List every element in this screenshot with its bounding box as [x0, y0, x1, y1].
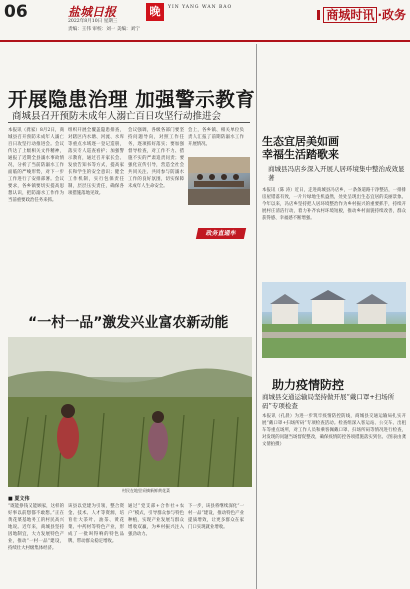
date-line: 2022年8月10日 星期三 [68, 19, 118, 24]
feature-col4: 下一步，该县将继续深化“一村一品”建设，推动特色产业提质增效，让更多群众在家门口实现就业增收。 [188, 504, 244, 530]
main-subheadline: 商城县召开预防未成年人溺亡百日攻坚行动推进会 [12, 111, 222, 122]
village-photo [262, 282, 406, 358]
newspaper-brand: 盐城日报 [68, 5, 117, 19]
page-number: 06 [4, 2, 28, 22]
right-headline-2: 助力疫情防控 [272, 378, 345, 392]
meeting-photo [188, 157, 250, 205]
right-subheadline-2: 商城县交通运输局坚持做开展“戴口罩+扫场所码”专项检查 [262, 393, 395, 410]
feature-col3: 通过“党支部+合作社+农户”模式，引导群众参与特色种植，实现产业发展与群众增收双赢，为乡村振兴注入强劲动力。 [128, 504, 184, 537]
main-article-col3: 会议强调，各级各部门要坚持问题导向，对照工作任务，逐项抓好落实；要加强督导检查，对工作不力、措施不实的严肃追责问责；要强化宣传引导，营造全社会共同关注、共同参与防溺水工作的良好氛围，切实保障未成年人生命安全。 [128, 128, 184, 189]
section-main: 商城时讯 [323, 7, 377, 23]
photo-caption: 村民在地里采摘新鲜黄花菜 [122, 488, 170, 493]
news-tag: 政务直通车 [196, 228, 246, 239]
main-headline: 开展隐患治理 加强警示教育 [8, 88, 256, 111]
masthead [0, 0, 410, 42]
farm-photo [8, 337, 252, 487]
feature-col1: “既能挣钱又能顾家，这样的好事以前想都不敢想。”正在黄花菜基地务工的村民高兴地说。近年来，商城县坚持因地制宜，大力发展特色产业，推动“一村一品”建设，持续壮大村级集体经济。 [8, 504, 64, 551]
feature-author: ■ 夏文伟 [8, 496, 30, 502]
editor-line: 责编：王伟 审校：刘一 美编：刘宁 [68, 27, 140, 32]
section-sub: ·政务 [377, 8, 406, 22]
main-article-col1: 本报讯（龚家）8月2日，商城县召开预防未成年人溺亡百日攻坚行动推进会。会议传达了上级相关文件精神，通报了近期全县溺水事故情况，分析了当前防溺水工作面临的严峻形势，对下一步工作进行了安排部署。会议要求，各乡镇要切实提高思想认识，把防溺水工作作为当前重要政治任务来抓。 [8, 128, 64, 203]
feature-col2: 该县以党建为引领，整合资金、技术、人才等资源，培育壮大茶叶、油茶、黄花菜、中药材等特色产业，形成了一批叫得响的特色品牌，带动群众稳定增收。 [68, 504, 124, 544]
logo-mark: 晚 [146, 3, 164, 21]
section-title [317, 6, 406, 23]
column-divider [256, 44, 257, 589]
right-headline-1-line2: 幸福生活踏歌来 [262, 148, 339, 161]
right-article-1-body: 本报讯（陈 涛）近日，走进商城县冯店乡，一条条道路干净整洁，一排排房屋错落有致，一片片绿地生机盎然，处处呈现出生态宜居的美丽景象。今年以来，冯店乡坚持把人居环境整治作为乡村振兴的重要抓手，持续开展村庄清洁行动，着力补齐农村环境短板，推动乡村面貌持续改善，群众获得感、幸福感不断增强。 [262, 188, 406, 221]
right-headline-1-line1: 生态宜居美如画 [262, 135, 339, 148]
divider [8, 122, 250, 123]
main-article-col2: 组织开展全覆盖隐患排查，对辖区内水塘、河流、水库等重点水域逐一登记造册，落实专人巡查看护；加强警示教育，通过召开家长会、发放告知书等方式，提高家长和学生的安全意识；健全工作机制，实行包保责任制，层层压实责任，确保各项措施落地见效。 [68, 128, 124, 196]
right-subheadline-1: 商城县冯店乡深入开展人居环境集中整治成效显著 [268, 165, 405, 182]
right-article-2-body: 本报讯（孔晨）为进一步筑牢疫情防控防线，商城县交通运输局扎实开展“戴口罩+扫场所码”专项检查活动。检查组深入客运站、公交车、出租车等重点场所，对工作人员和乘客佩戴口罩、扫场所码等情况进行检查，对发现的问题当场督促整改，确保疫情防控各项措施落实到位。（图表由龚文倩拍摄） [262, 414, 406, 447]
main-article-col4: 会上，各乡镇、相关单位负责人汇报了前期防溺水工作开展情况。 [188, 128, 244, 147]
feature-headline: “一村一品”激发兴业富农新动能 [28, 315, 229, 331]
logo-text: YIN YANG WAN BAO [168, 5, 233, 10]
right-headline-1 [262, 135, 339, 161]
